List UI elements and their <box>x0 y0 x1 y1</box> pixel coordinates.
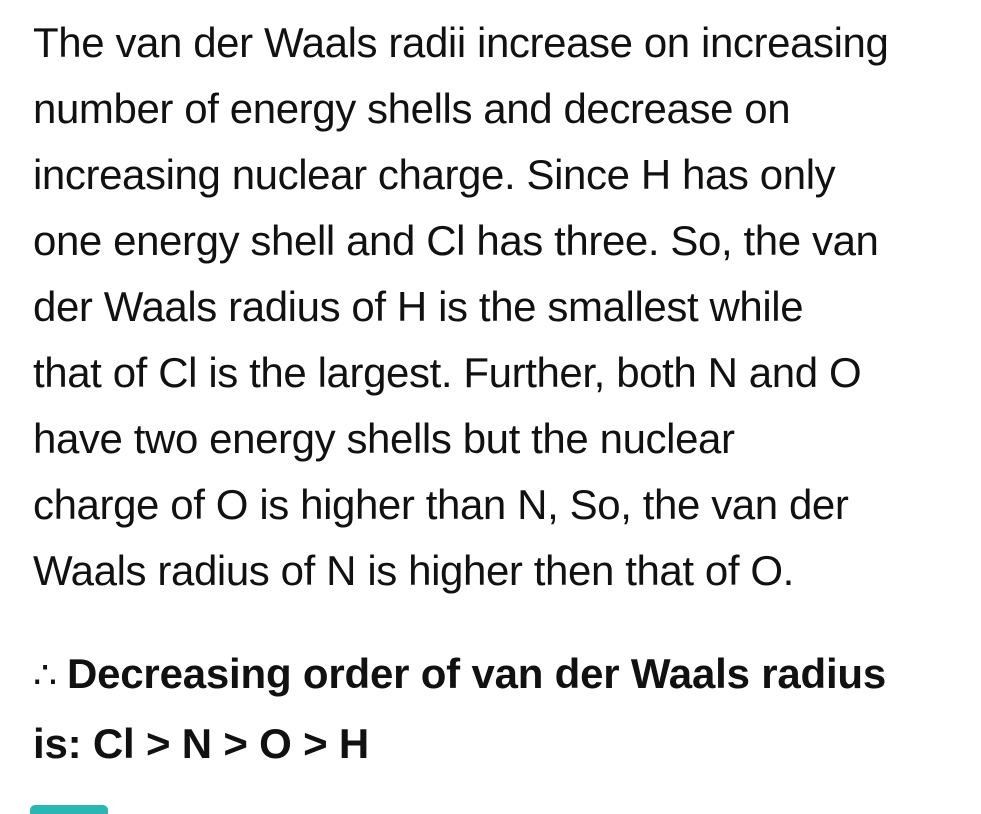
paragraph-line: Waals radius of N is higher then that of O. <box>33 547 794 594</box>
conclusion-block <box>33 640 945 778</box>
paragraph-line: number of energy shells and decrease on <box>33 85 791 132</box>
therefore-icon: ∴ <box>33 655 57 697</box>
conclusion-line: is: Cl > N > O > H <box>33 720 370 767</box>
conclusion-text: Decreasing order of van der Waals radius <box>66 650 887 697</box>
paragraph-line: one energy shell and Cl has three. So, the van <box>33 217 879 264</box>
paragraph-line: charge of O is higher than N, So, the van der <box>33 481 849 528</box>
paragraph-line: increasing nuclear charge. Since H has only <box>33 151 836 198</box>
conclusion-line <box>33 640 945 710</box>
accent-bar <box>30 805 108 814</box>
paragraph-line: have two energy shells but the nuclear <box>33 415 735 462</box>
paragraph-line: der Waals radius of H is the smallest while <box>33 283 804 330</box>
paragraph-line: The van der Waals radii increase on increasing <box>33 19 889 66</box>
explanation-paragraph <box>33 10 945 604</box>
paragraph-line: that of Cl is the largest. Further, both N and O <box>33 349 862 396</box>
